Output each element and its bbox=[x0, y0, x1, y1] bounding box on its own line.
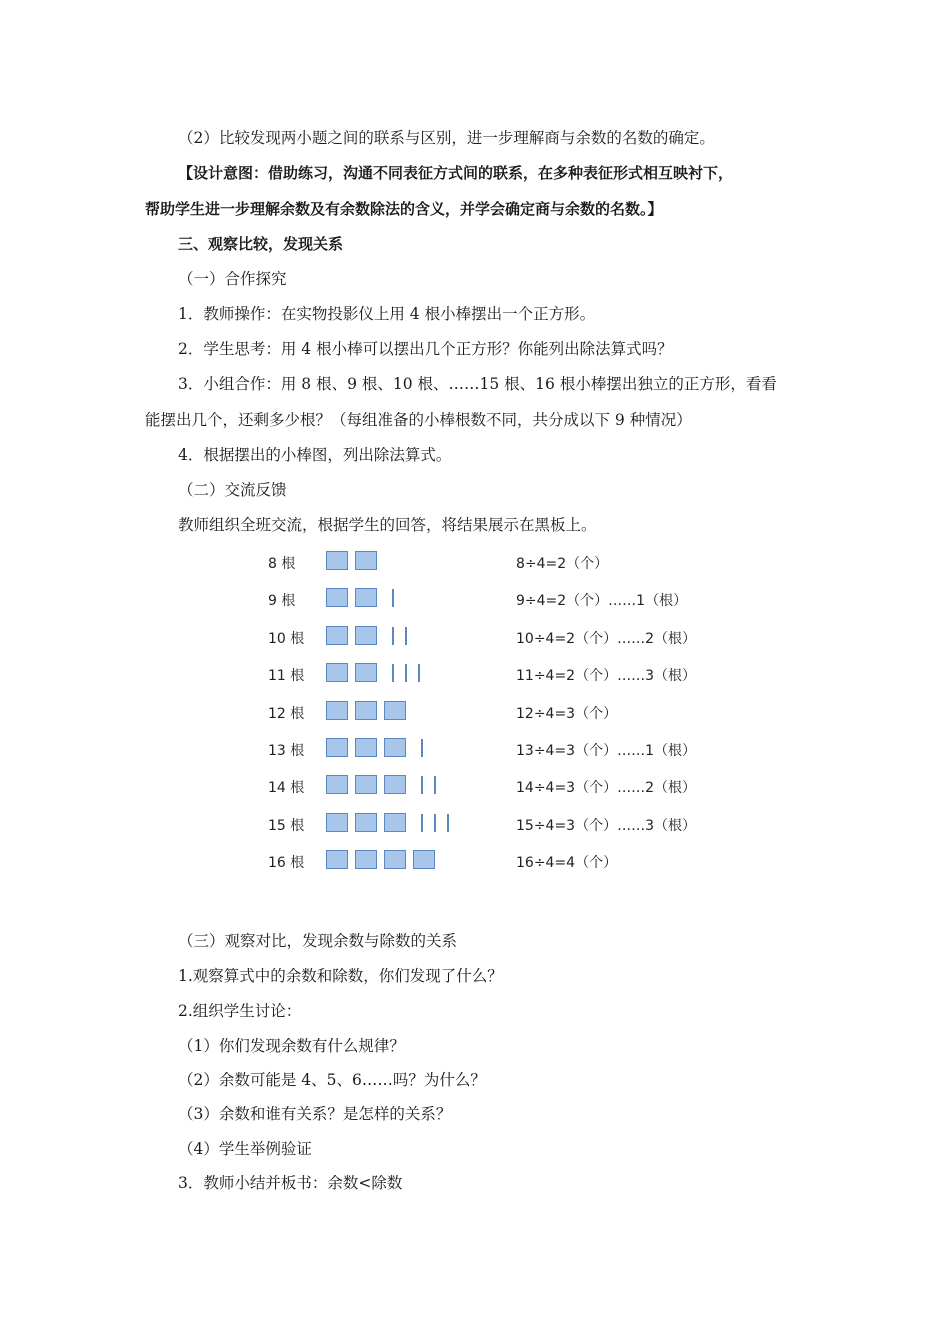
square-icon bbox=[413, 850, 435, 869]
square-icon bbox=[326, 701, 348, 720]
figure-row bbox=[262, 548, 732, 574]
stick-count-label: 12 根 bbox=[268, 705, 305, 722]
stick-count-label: 8 根 bbox=[268, 556, 296, 572]
paragraph: 1．教师操作：在实物投影仪上用 4 根小棒摆出一个正方形。 bbox=[178, 305, 596, 323]
paragraph: 2.组织学生讨论： bbox=[178, 1002, 302, 1020]
square-icon bbox=[384, 813, 406, 832]
paragraph: （2）比较发现两小题之间的联系与区别，进一步理解商与余数的名数的确定。 bbox=[178, 129, 715, 147]
stick-count-label: 14 根 bbox=[268, 780, 305, 797]
square-icon bbox=[355, 813, 377, 832]
division-equation: 15÷4=3（个）……3（根） bbox=[516, 817, 696, 834]
square-icon bbox=[384, 775, 406, 794]
figure-row bbox=[262, 660, 732, 686]
square-icon bbox=[326, 775, 348, 794]
stick-icon bbox=[405, 664, 407, 682]
subsection-heading: （一）合作探究 bbox=[178, 270, 287, 288]
stick-count-label: 13 根 bbox=[268, 743, 305, 759]
paragraph: （3）余数和谁有关系？是怎样的关系？ bbox=[178, 1105, 452, 1123]
design-intent-line-1: 【设计意图：借助练习，沟通不同表征方式间的联系，在多种表征形式相互映衬下， bbox=[178, 164, 734, 182]
square-icon bbox=[355, 663, 377, 682]
paragraph: （2）余数可能是 4、5、6……吗？为什么？ bbox=[178, 1071, 486, 1089]
stick-division-figure bbox=[262, 548, 732, 893]
division-equation: 8÷4=2（个） bbox=[516, 556, 609, 572]
design-intent-line-2: 帮助学生进一步理解余数及有余数除法的含义，并学会确定商与余数的名数。】 bbox=[145, 200, 663, 218]
square-icon bbox=[384, 738, 406, 757]
square-icon bbox=[355, 738, 377, 757]
paragraph: 3．小组合作：用 8 根、9 根、10 根、……15 根、16 根小棒摆出独立的正方形，看看 bbox=[178, 375, 777, 393]
square-icon bbox=[326, 588, 348, 607]
division-equation: 14÷4=3（个）……2（根） bbox=[516, 780, 696, 797]
paragraph: 能摆出几个，还剩多少根？（每组准备的小棒根数不同，共分成以下 9 种情况） bbox=[145, 411, 692, 429]
stick-icon bbox=[421, 739, 423, 757]
square-icon bbox=[384, 701, 406, 720]
square-icon bbox=[355, 626, 377, 645]
paragraph: 2．学生思考：用 4 根小棒可以摆出几个正方形？你能列出除法算式吗？ bbox=[178, 340, 673, 358]
square-icon bbox=[384, 850, 406, 869]
stick-count-label: 16 根 bbox=[268, 855, 305, 872]
square-icon bbox=[326, 850, 348, 869]
stick-icon bbox=[418, 664, 420, 682]
stick-icon bbox=[392, 627, 394, 645]
square-icon bbox=[326, 738, 348, 757]
subsection-heading: （三）观察对比，发现余数与除数的关系 bbox=[178, 932, 458, 950]
stick-icon bbox=[392, 589, 394, 607]
section-heading: 三、观察比较，发现关系 bbox=[178, 235, 344, 253]
division-equation: 10÷4=2（个）……2（根） bbox=[516, 630, 696, 647]
paragraph: （4）学生举例验证 bbox=[178, 1140, 312, 1158]
paragraph: 3．教师小结并板书：余数<除数 bbox=[178, 1174, 403, 1192]
figure-row bbox=[262, 735, 732, 761]
stick-icon bbox=[421, 776, 423, 794]
stick-icon bbox=[405, 627, 407, 645]
square-icon bbox=[326, 551, 348, 570]
stick-icon bbox=[421, 814, 423, 832]
division-equation: 9÷4=2（个）……1（根） bbox=[516, 593, 688, 610]
square-icon bbox=[326, 813, 348, 832]
figure-row bbox=[262, 847, 732, 873]
division-equation: 12÷4=3（个） bbox=[516, 705, 618, 722]
paragraph: 1.观察算式中的余数和除数，你们发现了什么？ bbox=[178, 967, 503, 985]
square-icon bbox=[355, 850, 377, 869]
figure-row bbox=[262, 623, 732, 649]
subsection-heading: （二）交流反馈 bbox=[178, 481, 287, 499]
stick-icon bbox=[434, 814, 436, 832]
division-equation: 13÷4=3（个）……1（根） bbox=[516, 743, 696, 759]
paragraph: 4．根据摆出的小棒图，列出除法算式。 bbox=[178, 446, 452, 464]
paragraph: 教师组织全班交流，根据学生的回答，将结果展示在黑板上。 bbox=[178, 516, 597, 534]
figure-row bbox=[262, 698, 732, 724]
square-icon bbox=[326, 626, 348, 645]
square-icon bbox=[355, 701, 377, 720]
stick-count-label: 11 根 bbox=[268, 668, 305, 685]
stick-icon bbox=[434, 776, 436, 794]
stick-count-label: 9 根 bbox=[268, 593, 296, 610]
square-icon bbox=[355, 775, 377, 794]
figure-row bbox=[262, 585, 732, 611]
square-icon bbox=[326, 663, 348, 682]
paragraph: （1）你们发现余数有什么规律？ bbox=[178, 1037, 405, 1055]
figure-row bbox=[262, 772, 732, 798]
division-equation: 11÷4=2（个）……3（根） bbox=[516, 668, 696, 685]
figure-row bbox=[262, 810, 732, 836]
stick-count-label: 15 根 bbox=[268, 817, 305, 834]
division-equation: 16÷4=4（个） bbox=[516, 855, 618, 872]
stick-count-label: 10 根 bbox=[268, 630, 305, 647]
square-icon bbox=[355, 588, 377, 607]
stick-icon bbox=[392, 664, 394, 682]
stick-icon bbox=[447, 814, 449, 832]
square-icon bbox=[355, 551, 377, 570]
